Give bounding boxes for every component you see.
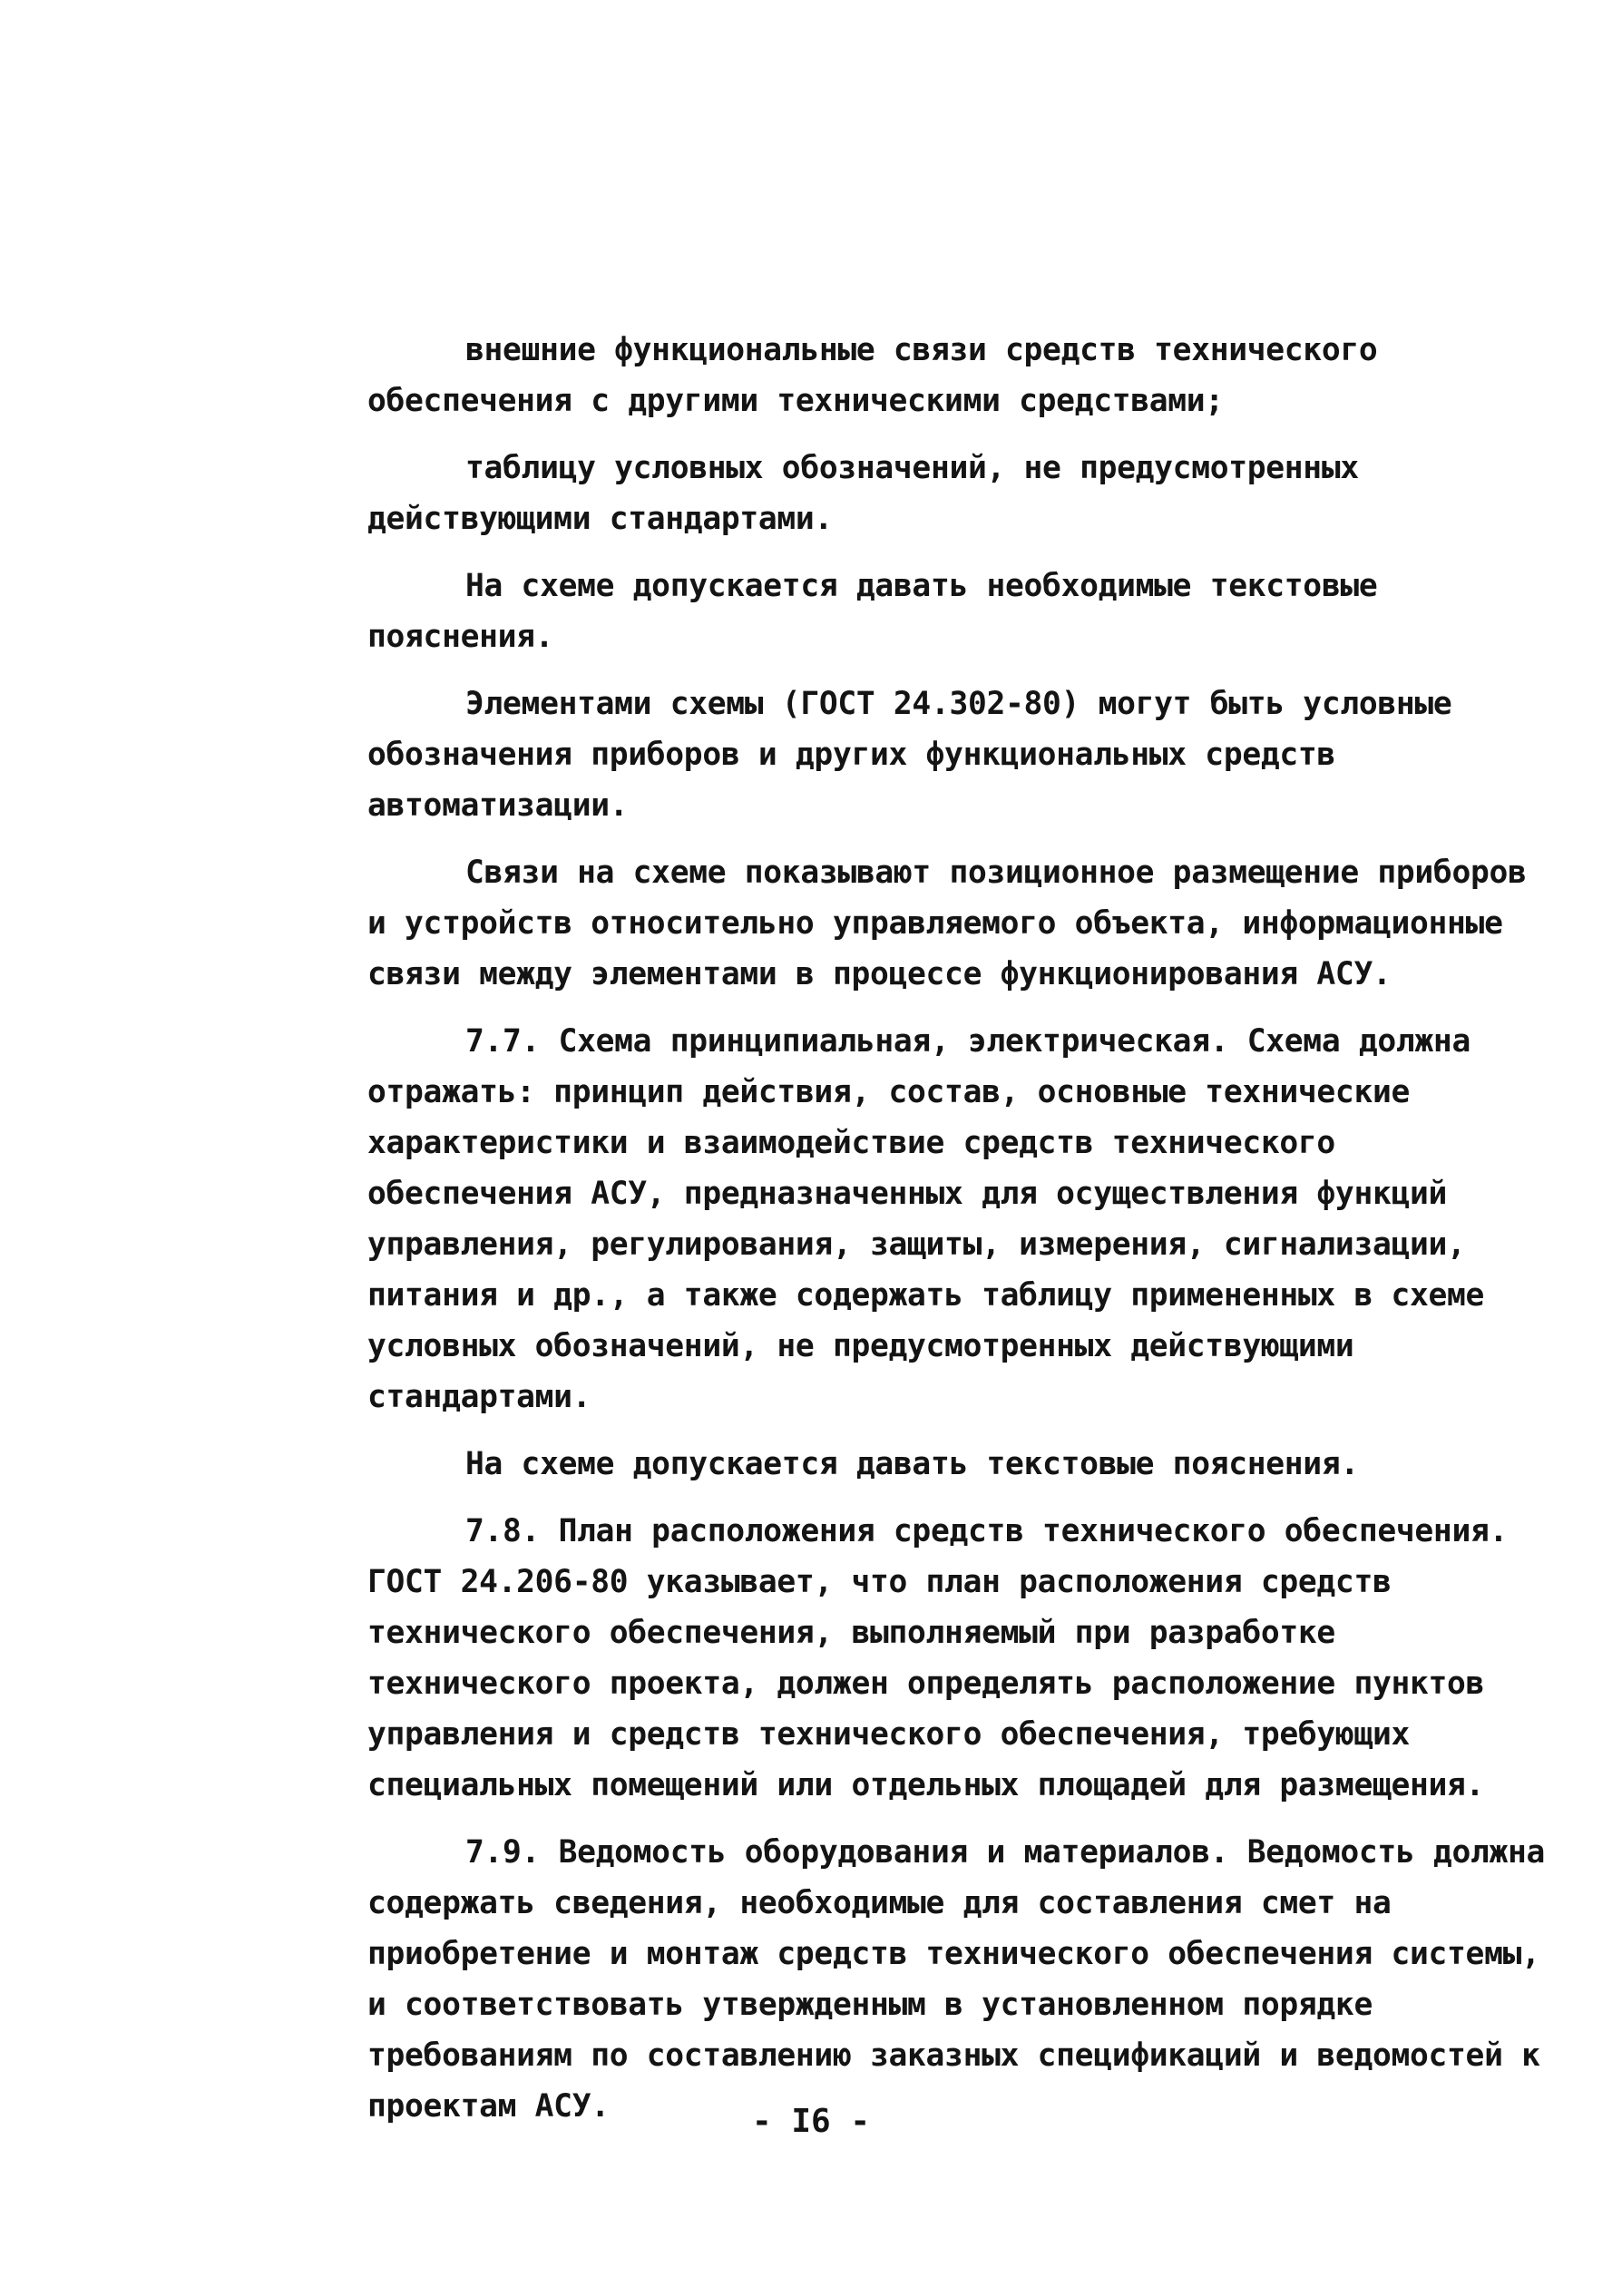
- page-number: - I6 -: [751, 2103, 871, 2140]
- paragraph-scheme-elements: Элементами схемы (ГОСТ 24.302-80) могут быть условные обозначения приборов и других функциональных средств автоматизации.: [367, 686, 1471, 824]
- paragraph-scheme-links: Связи на схеме показывают позиционное размещение приборов и устройств относительно управляемого объекта, информационные связи между элементами в процессе функционирования АСУ.: [367, 855, 1546, 992]
- paragraph-external-links: внешние функциональные связи средств технического обеспечения с другими техническими средствами;: [367, 332, 1396, 419]
- paragraph-section-7-9: 7.9. Ведомость оборудования и материалов. Ведомость должна содержать сведения, необходимые для составления смет на приобретение и монтаж средств технического обеспечения системы, и соответствовать утвержденным в установленном порядке требованиям по составлению заказных спецификаций и ведомостей к проектам АСУ.: [367, 1834, 1564, 2125]
- paragraph-section-7-8: 7.8. План расположения средств технического обеспечения. ГОСТ 24.206-80 указывает, что план расположения средств технического обеспечения, выполняемый при разработке технического проекта, должен определять расположение пунктов управления и средств технического обеспечения, требующих специальных помещений или отдельных площадей для размещения.: [367, 1513, 1527, 1803]
- body-text: [367, 325, 1564, 2148]
- paragraph-section-7-7: 7.7. Схема принципиальная, электрическая. Схема должна отражать: принцип действия, состав, основные технические характеристики и взаимодействие средств технического обеспечения АСУ, предназначенных для осуществления функций управления, регулирования, защиты, измерения, сигнализации, питания и др., а также содержать таблицу примененных в схеме условных обозначений, не предусмотренных действующими стандартами.: [367, 1023, 1503, 1415]
- paragraph-text-notes-2: На схеме допускается давать текстовые пояснения.: [465, 1446, 1359, 1482]
- paragraph-text-notes: На схеме допускается давать необходимые текстовые пояснения.: [367, 568, 1396, 655]
- paragraph-symbols-table: таблицу условных обозначений, не предусмотренных действующими стандартами.: [367, 450, 1378, 537]
